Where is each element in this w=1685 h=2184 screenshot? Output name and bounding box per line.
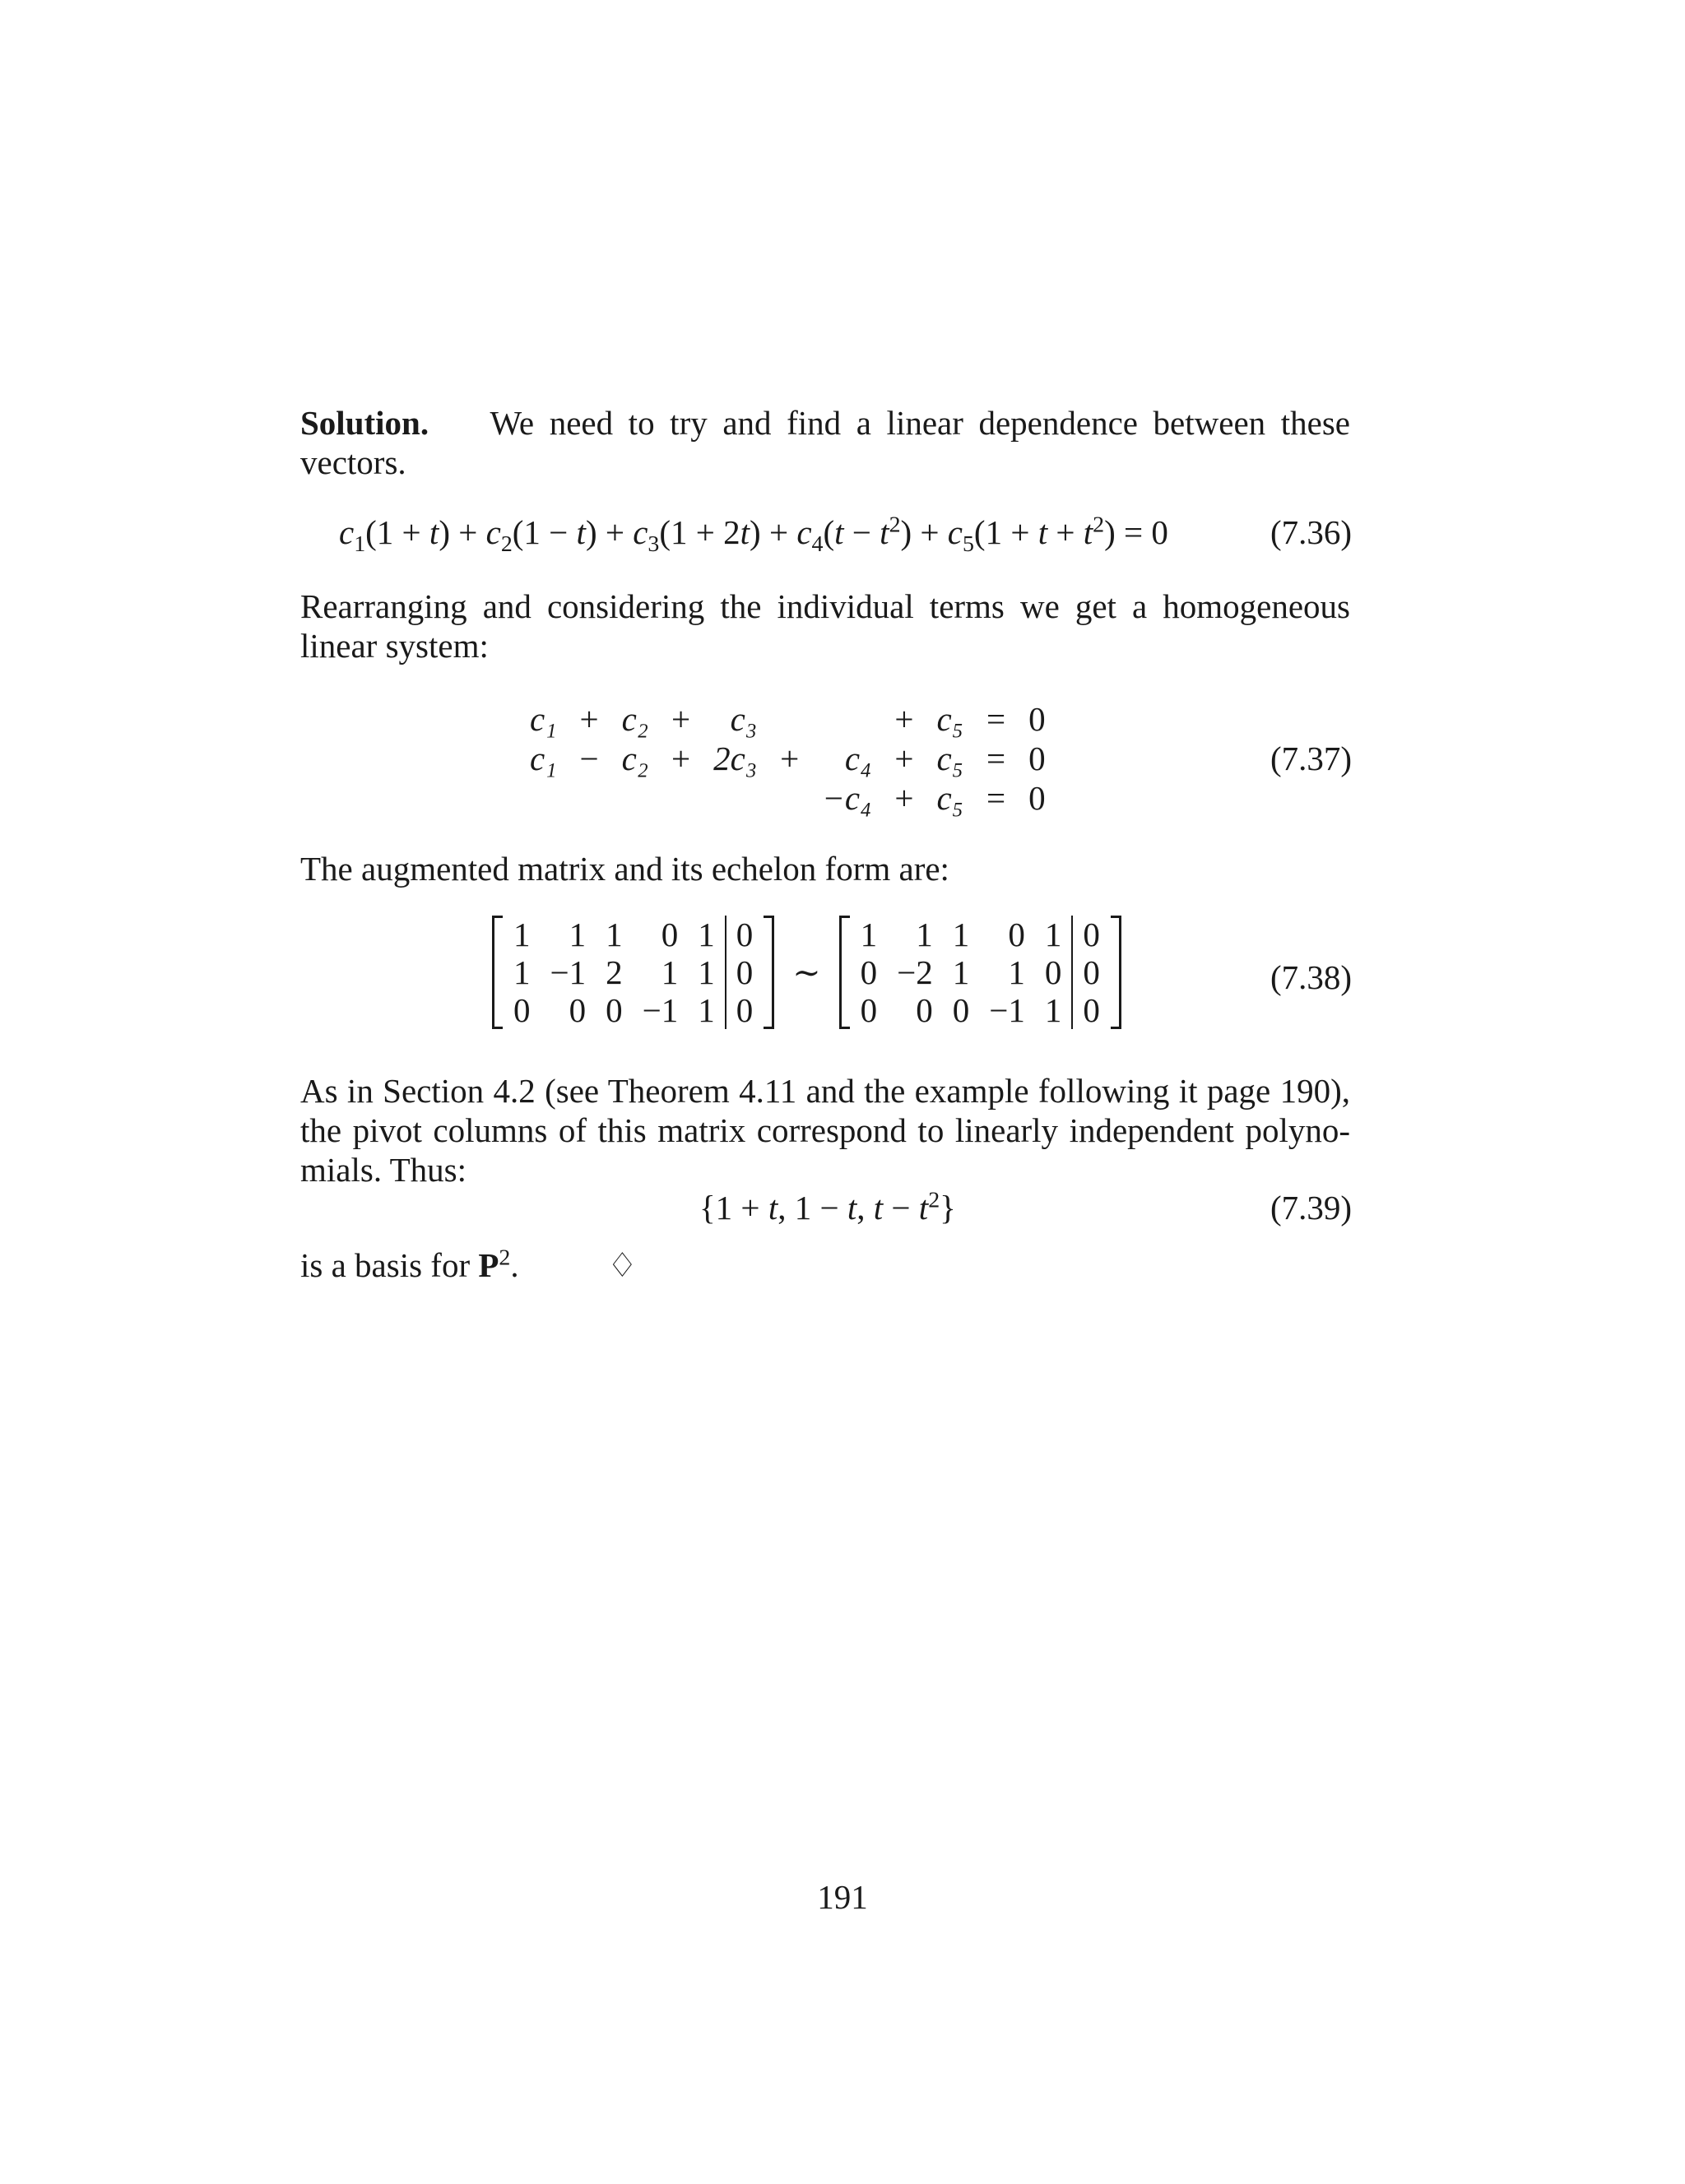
system-cell: c₂ [621, 740, 649, 777]
matrix-entry: 1 [916, 916, 933, 953]
system-cell: + [780, 740, 800, 777]
page-number: 191 [817, 1878, 868, 1916]
matrix-entry: 1 [513, 916, 531, 953]
matrix-entry: 1 [698, 916, 715, 953]
paragraph-rearranging-line1: Rearranging and considering the individual terms we get a homogeneous [300, 587, 1350, 625]
solution-second-line: vectors. [300, 443, 406, 481]
solution-first-line [300, 403, 1350, 443]
system-cell [568, 778, 610, 818]
matrix-entry: −2 [897, 953, 933, 991]
system-cell [518, 778, 568, 818]
system-cell [768, 699, 810, 739]
matrix-entry: 1 [1044, 916, 1062, 953]
equation-7-39: {1 + t, 1 − t, $t - t^2$} [699, 1187, 956, 1226]
system-cell: c₁ [530, 700, 557, 738]
paragraph-section-line2: the pivot columns of this matrix correspond to linearly independent polyno- [300, 1111, 1350, 1149]
system-cell: + [894, 779, 914, 817]
system-cell: 2c₃ [713, 740, 758, 777]
paragraph-rearranging-line2: linear system: [300, 627, 489, 665]
matrix-entry: 1 [698, 991, 715, 1029]
system-cell: = [986, 779, 1006, 817]
matrix-entry: 0 [726, 991, 764, 1029]
system-cell: − [579, 740, 599, 777]
matrix-entry: 0 [916, 991, 933, 1029]
matrix-row [851, 953, 1110, 991]
matrix-entry: 0 [661, 916, 679, 953]
system-cell: c₃ [730, 700, 758, 738]
matrix-entry: 1 [860, 916, 878, 953]
echelon-matrix [839, 916, 1121, 1029]
equation-number-7-36: (7.36) [1270, 513, 1352, 551]
system-cell: c₅ [936, 700, 963, 738]
system-cell: c₅ [936, 779, 963, 817]
paragraph-section-line3: mials. Thus: [300, 1151, 467, 1189]
system-cell [768, 778, 810, 818]
system-cell: = [986, 740, 1006, 777]
system-cell: c₅ [936, 740, 963, 777]
matrix-entry: 0 [1072, 953, 1110, 991]
system-cell [610, 778, 660, 818]
matrix-entry: 0 [1072, 991, 1110, 1029]
equation-number-7-39: (7.39) [1270, 1189, 1352, 1226]
equation-number-7-38: (7.38) [1270, 958, 1352, 996]
similar-symbol: ∼ [792, 953, 821, 991]
equation-7-36: $c_1(1 + t) + c_2(1 - t) + c_3(1 + 2t) + c_4(t - t^2) + c_5(1 + t + t^2) = 0$ [339, 512, 1168, 558]
system-cell: −c₄ [822, 779, 872, 817]
system-cell: 0 [1028, 779, 1046, 817]
matrix-entry: 0 [1072, 916, 1110, 953]
system-row [518, 778, 1057, 818]
matrix-entry: 0 [569, 991, 587, 1029]
matrix-entry: 1 [1008, 953, 1025, 991]
matrix-entry: −1 [989, 991, 1025, 1029]
space-symbol: P [478, 1246, 499, 1284]
system-cell [810, 699, 883, 739]
matrix-entry: 0 [726, 953, 764, 991]
system-cell: c₁ [530, 740, 557, 777]
matrix-entry: 0 [726, 916, 764, 953]
matrix-entry: −1 [550, 953, 587, 991]
equation-7-38 [492, 916, 1121, 1029]
system-cell: c₂ [621, 700, 649, 738]
matrix-entry: 1 [952, 916, 970, 953]
matrix-row [504, 953, 763, 991]
matrix-entry: 1 [698, 953, 715, 991]
solution-intro-text: We need to try and find a linear dependence between these [490, 404, 1350, 442]
matrix-entry: 0 [860, 953, 878, 991]
end-of-proof-diamond-icon: ♢ [607, 1246, 638, 1284]
system-cell: c₄ [844, 740, 872, 777]
matrix-row [504, 991, 763, 1029]
system-cell [660, 778, 702, 818]
conclusion-line: is a basis for $P^2$. [300, 1245, 519, 1284]
matrix-entry: 1 [661, 953, 679, 991]
matrix-row [851, 991, 1110, 1029]
matrix-entry: 0 [513, 991, 531, 1029]
system-cell: + [894, 740, 914, 777]
paragraph-augmented-matrix: The augmented matrix and its echelon form are: [300, 850, 949, 888]
matrix-row [504, 916, 763, 953]
matrix-entry: 0 [606, 991, 623, 1029]
matrix-entry: 0 [1008, 916, 1025, 953]
matrix-row [851, 916, 1110, 953]
matrix-entry: −1 [642, 991, 679, 1029]
matrix-entry: 1 [952, 953, 970, 991]
equation-7-37-system [518, 699, 1057, 818]
matrix-entry: 2 [606, 953, 623, 991]
solution-heading: Solution. [300, 404, 429, 442]
matrix-entry: 1 [513, 953, 531, 991]
matrix-entry: 0 [1044, 953, 1062, 991]
system-cell: 0 [1028, 700, 1046, 738]
matrix-entry: 0 [952, 991, 970, 1029]
system-row [518, 699, 1057, 739]
matrix-entry: 0 [860, 991, 878, 1029]
equation-number-7-37: (7.37) [1270, 740, 1352, 777]
matrix-entry: 1 [1044, 991, 1062, 1029]
paragraph-section-line1: As in Section 4.2 (see Theorem 4.11 and the example following it page 190), [300, 1072, 1350, 1110]
system-cell: = [986, 700, 1006, 738]
system-cell: + [894, 700, 914, 738]
system-cell: + [579, 700, 599, 738]
augmented-matrix [492, 916, 774, 1029]
system-row [518, 739, 1057, 778]
matrix-entry: 1 [569, 916, 587, 953]
system-cell: + [671, 740, 691, 777]
system-cell [702, 778, 768, 818]
matrix-entry: 1 [606, 916, 623, 953]
system-cell: 0 [1028, 740, 1046, 777]
system-cell: + [671, 700, 691, 738]
